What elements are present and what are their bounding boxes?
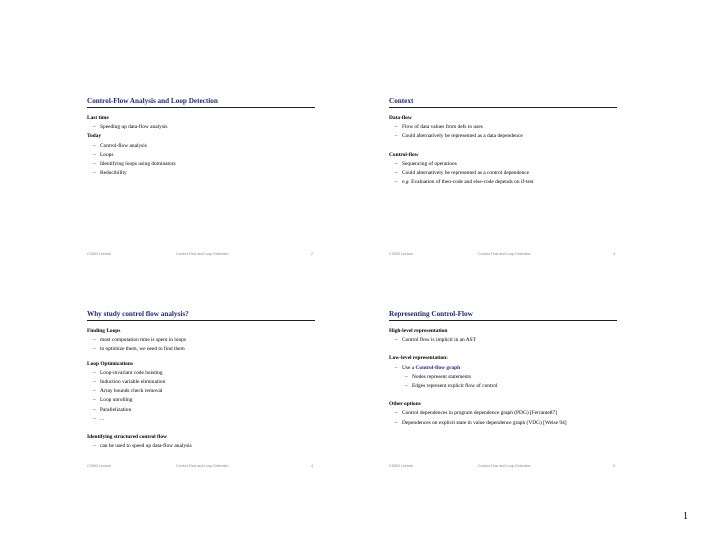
line-text-rest: Evaluation of then-code and else-code depends on if-test xyxy=(409,179,534,186)
line-text: Control flow is implicit in an AST xyxy=(402,337,476,344)
slide-body xyxy=(87,327,315,451)
line-text: to optimize them, we need to find them xyxy=(100,346,185,353)
line-text: Other options xyxy=(389,401,421,408)
line-text: Low-level representation: xyxy=(389,355,448,362)
slide-title: Control-Flow Analysis and Loop Detection xyxy=(87,97,218,105)
bullet-dash: – xyxy=(93,346,96,353)
line-text: Use a xyxy=(402,364,416,371)
slide-heading xyxy=(87,360,315,369)
bullet-dash: – xyxy=(395,169,398,176)
bullet-item xyxy=(389,132,617,141)
bullet-dash: – xyxy=(93,337,96,344)
bullet-item xyxy=(87,406,315,415)
slide-body xyxy=(389,327,617,428)
line-text: ... xyxy=(100,415,105,422)
bullet-dash: – xyxy=(395,160,398,167)
bullet-item xyxy=(389,382,617,391)
bullet-item xyxy=(87,151,315,160)
bullet-dash: – xyxy=(395,179,398,186)
slide-3 xyxy=(87,310,315,472)
title-rule xyxy=(87,107,315,108)
line-text: Could alternatively be represented as a data dependence xyxy=(402,133,523,140)
bullet-dash: – xyxy=(93,369,96,376)
line-text: Loop-invariant code hoisting xyxy=(100,369,163,376)
footer-slide-number: 2 xyxy=(311,252,313,256)
slide-body xyxy=(87,114,315,178)
footer-topic: Control-Flow and Loop Detection xyxy=(176,464,229,468)
bullet-dash: – xyxy=(93,378,96,385)
line-text: Reducibility xyxy=(100,170,127,177)
bullet-item xyxy=(87,396,315,405)
slide-title: Context xyxy=(389,97,414,105)
bullet-item xyxy=(389,419,617,428)
slide-title: Representing Control-Flow xyxy=(389,310,473,318)
bullet-dash: – xyxy=(395,419,398,426)
slide-heading xyxy=(389,114,617,123)
bullet-item xyxy=(87,442,315,451)
footer-slide-number: 3 xyxy=(613,252,615,256)
footer-topic: Control-Flow and Loop Detection xyxy=(176,252,229,256)
line-text: e.g. xyxy=(402,179,410,186)
line-text: Identifying structured control flow xyxy=(87,433,167,440)
bullet-dash: – xyxy=(93,406,96,413)
footer-course: CS553 Lecture xyxy=(389,252,413,256)
line-text: Parallelization xyxy=(100,406,132,413)
slide-1 xyxy=(87,97,315,259)
line-text: Loop unrolling xyxy=(100,397,133,404)
slide-heading xyxy=(87,433,315,442)
bullet-dash: – xyxy=(93,443,96,450)
line-text: Control-flow analysis xyxy=(100,142,147,149)
line-text: Sequencing of operations xyxy=(402,160,457,167)
slide-heading xyxy=(389,327,617,336)
bullet-item xyxy=(87,336,315,345)
bullet-dash: – xyxy=(395,364,398,371)
bullet-item xyxy=(87,123,315,132)
bullet-dash: – xyxy=(93,170,96,177)
bullet-item xyxy=(389,373,617,382)
bullet-item xyxy=(389,160,617,169)
bullet-dash: – xyxy=(395,124,398,131)
highlighted-term: Control-flow graph xyxy=(415,364,461,371)
slide-body xyxy=(389,114,617,187)
bullet-item xyxy=(389,123,617,132)
line-text: can be used to speed up data-flow analysis xyxy=(100,443,192,450)
bullet-dash: – xyxy=(395,410,398,417)
line-text: High-level representation xyxy=(389,328,448,334)
footer-course: CS553 Lecture xyxy=(87,464,111,468)
bullet-item xyxy=(389,409,617,418)
line-text: Induction variable elimination xyxy=(100,378,166,385)
bullet-dash: – xyxy=(93,415,96,422)
bullet-dash: – xyxy=(93,397,96,404)
line-text: Identifying loops using dominators xyxy=(100,160,176,167)
bullet-dash: – xyxy=(93,160,96,167)
bullet-item xyxy=(87,369,315,378)
slide-heading xyxy=(87,114,315,123)
slide-footer xyxy=(87,464,315,472)
line-text: Loop Optimizations xyxy=(87,360,133,367)
bullet-dash: – xyxy=(93,142,96,149)
bullet-dash: – xyxy=(93,124,96,131)
title-rule xyxy=(389,320,617,321)
bullet-dash: – xyxy=(93,151,96,158)
footer-slide-number: 5 xyxy=(613,464,615,468)
page-number: 1 xyxy=(683,511,688,522)
slide-footer xyxy=(87,252,315,260)
footer-slide-number: 4 xyxy=(311,464,313,468)
slide-heading xyxy=(389,151,617,160)
footer-course: CS553 Lecture xyxy=(87,252,111,256)
title-rule xyxy=(87,320,315,321)
bullet-item xyxy=(389,178,617,187)
bullet-dash: – xyxy=(405,382,408,389)
slide-heading xyxy=(389,400,617,409)
bullet-item xyxy=(87,169,315,178)
line-text: Data-flow xyxy=(389,115,412,121)
slide-title: Why study control flow analysis? xyxy=(87,310,189,318)
bullet-dash: – xyxy=(395,133,398,140)
bullet-item xyxy=(389,364,617,373)
line-text: Control-flow xyxy=(389,151,419,158)
line-text: Today xyxy=(87,133,102,140)
slide-heading xyxy=(389,354,617,363)
slide-2 xyxy=(389,97,617,259)
slide-4 xyxy=(389,310,617,472)
line-text: Array bounds check removal xyxy=(100,388,163,395)
line-text: most computation time is spent in loops xyxy=(100,337,186,344)
bullet-item xyxy=(87,415,315,424)
bullet-item xyxy=(87,142,315,151)
line-text: Loops xyxy=(100,151,114,158)
footer-topic: Control-Flow and Loop Detection xyxy=(478,252,531,256)
bullet-item xyxy=(87,345,315,354)
line-text: Could alternatively be represented as a control dependence xyxy=(402,169,530,176)
footer-topic: Control-Flow and Loop Detection xyxy=(478,464,531,468)
line-text: Nodes represent statements xyxy=(412,373,471,380)
bullet-dash: – xyxy=(405,373,408,380)
line-text: Last time xyxy=(87,115,109,121)
line-text: Speeding up data-flow analysis xyxy=(100,124,168,131)
bullet-dash: – xyxy=(395,337,398,344)
bullet-item xyxy=(87,387,315,396)
line-text: Flow of data values from defs to uses xyxy=(402,124,483,131)
bullet-item xyxy=(389,169,617,178)
bullet-item xyxy=(87,160,315,169)
bullet-dash: – xyxy=(93,388,96,395)
slide-heading xyxy=(87,327,315,336)
line-text: Finding Loops xyxy=(87,328,121,334)
slide-footer xyxy=(389,252,617,260)
footer-course: CS553 Lecture xyxy=(389,464,413,468)
line-text: Dependences on explicit state in value dependence graph (VDG) [Weise 94] xyxy=(402,419,567,426)
slide-footer xyxy=(389,464,617,472)
bullet-item xyxy=(87,378,315,387)
bullet-item xyxy=(389,336,617,345)
line-text: Edges represent explicit flow of control xyxy=(412,382,498,389)
slide-heading xyxy=(87,132,315,141)
title-rule xyxy=(389,107,617,108)
line-text: Control dependences in program dependence graph (PDG) [Ferrante87] xyxy=(402,410,557,417)
